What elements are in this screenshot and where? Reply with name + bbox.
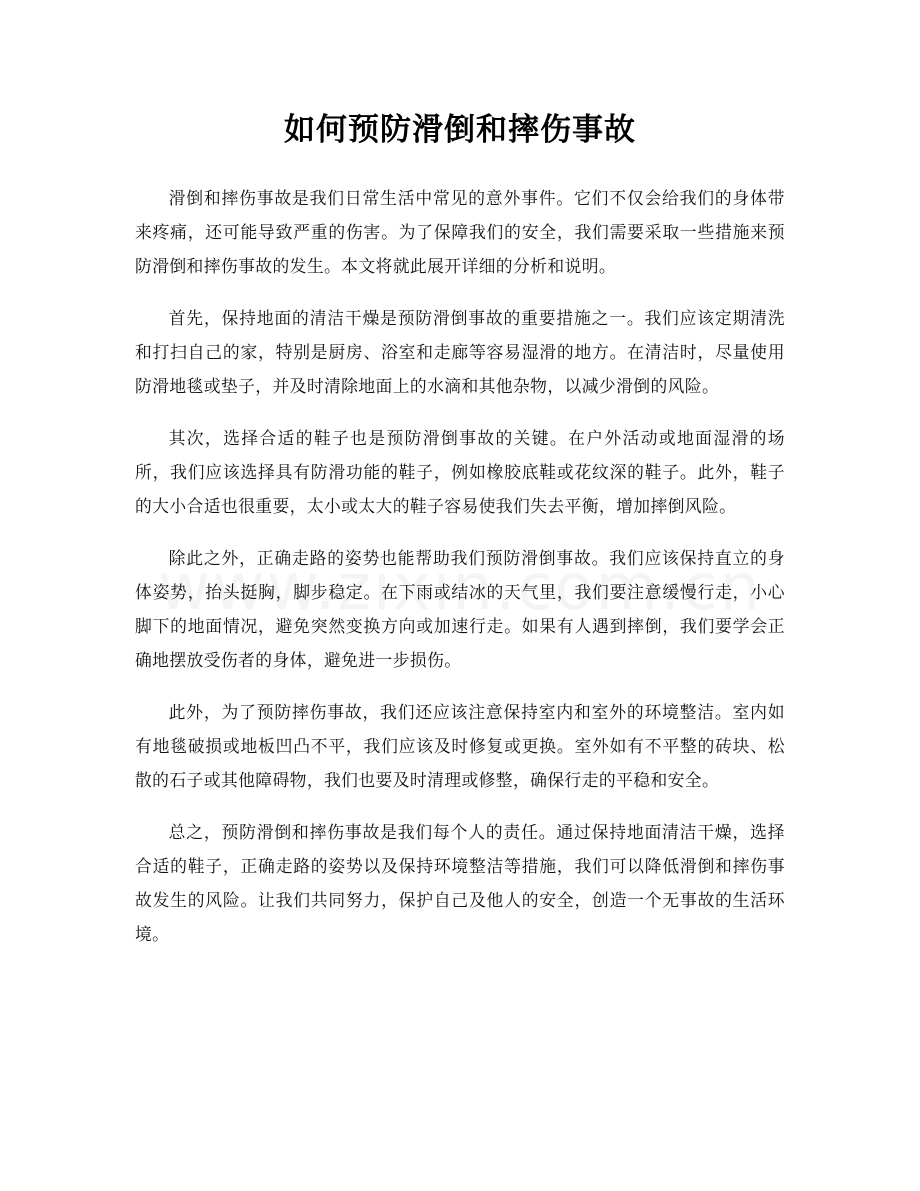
document-body — [135, 181, 785, 969]
paragraph-environment: 此外，为了预防摔伤事故，我们还应该注意保持室内和室外的环境整洁。室内如有地毯破损或地板凹凸不平，我们应该及时修复或更换。室外如有不平整的砖块、松散的石子或其他障碍物，我们也要及时清理或修整，确保行走的平稳和安全。 — [135, 702, 785, 790]
paragraph-clean-floor: 首先，保持地面的清洁干燥是预防滑倒事故的重要措施之一。我们应该定期清洗和打扫自己的家，特别是厨房、浴室和走廊等容易湿滑的地方。在清洁时，尽量使用防滑地毯或垫子，并及时清除地面上的水滴和其他杂物，以减少滑倒的风险。 — [135, 308, 785, 396]
paragraph-walking-posture: 除此之外，正确走路的姿势也能帮助我们预防滑倒事故。我们应该保持直立的身体姿势，抬头挺胸，脚步稳定。在下雨或结冰的天气里，我们要注意缓慢行走，小心脚下的地面情况，避免突然变换方向或加速行走。如果有人遇到摔倒，我们要学会正确地摆放受伤者的身体，避免进一步损伤。 — [135, 548, 785, 670]
paragraph-intro: 滑倒和摔伤事故是我们日常生活中常见的意外事件。它们不仅会给我们的身体带来疼痛，还可能导致严重的伤害。为了保障我们的安全，我们需要采取一些措施来预防滑倒和摔伤事故的发生。本文将就此展开详细的分析和说明。 — [135, 188, 785, 276]
paragraph-shoes: 其次，选择合适的鞋子也是预防滑倒事故的关键。在户外活动或地面湿滑的场所，我们应该选择具有防滑功能的鞋子，例如橡胶底鞋或花纹深的鞋子。此外，鞋子的大小合适也很重要，太小或太大的鞋子容易使我们失去平衡，增加摔倒风险。 — [135, 428, 785, 516]
document-title: 如何预防滑倒和摔伤事故 — [284, 112, 636, 148]
paragraph-conclusion: 总之，预防滑倒和摔伤事故是我们每个人的责任。通过保持地面清洁干燥，选择合适的鞋子，正确走路的姿势以及保持环境整洁等措施，我们可以降低滑倒和摔伤事故发生的风险。让我们共同努力，保护自己及他人的安全，创造一个无事故的生活环境。 — [135, 822, 785, 944]
